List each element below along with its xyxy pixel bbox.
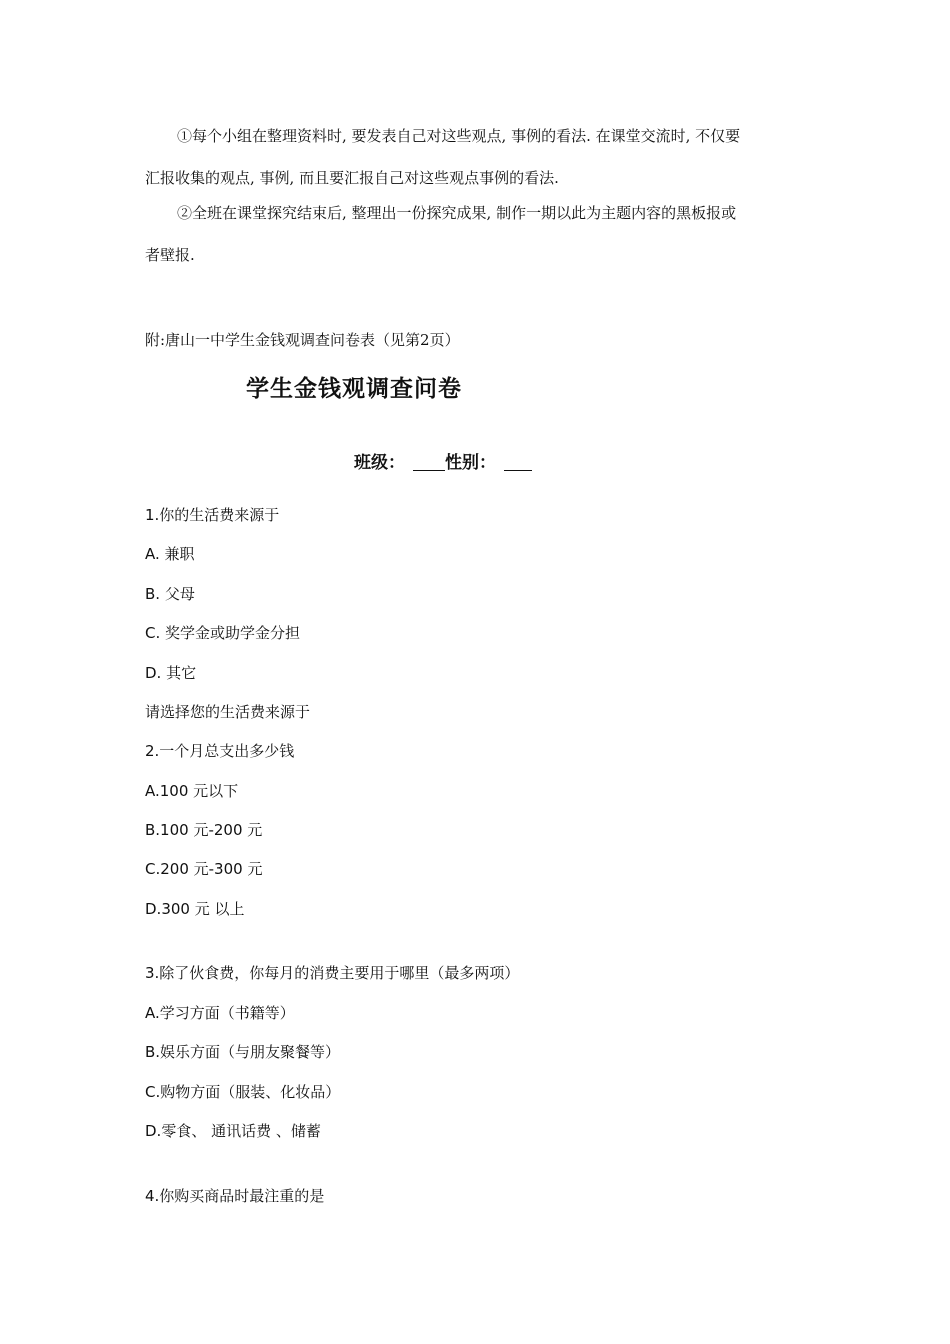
intro-paragraph-2-line-2: 者壁报. xyxy=(145,246,195,264)
question-2: 2.一个月总支出多少钱 xyxy=(145,742,295,760)
question-1-option-a: A. 兼职 xyxy=(145,545,195,563)
appendix-note: 附:唐山一中学生金钱观调查问卷表（见第2页） xyxy=(145,331,460,349)
question-2-option-b: B.100 元-200 元 xyxy=(145,821,263,839)
question-1: 1.你的生活费来源于 xyxy=(145,506,280,524)
intro-paragraph-1-line-1: ①每个小组在整理资料时, 要发表自己对这些观点, 事例的看法. 在课堂交流时, 不仅要 xyxy=(177,127,741,145)
intro-paragraph-1-line-2: 汇报收集的观点, 事例, 而且要汇报自己对这些观点事例的看法. xyxy=(145,169,559,187)
survey-title: 学生金钱观调查问卷 xyxy=(246,376,462,402)
question-3: 3.除了伙食费，你每月的消费主要用于哪里（最多两项） xyxy=(145,964,520,982)
gender-label: 性别： xyxy=(445,453,496,473)
question-3-option-d: D.零食、 通讯话费 、储蓄 xyxy=(145,1122,321,1140)
question-3-option-b: B.娱乐方面（与朋友聚餐等） xyxy=(145,1043,341,1061)
class-gender-line xyxy=(354,454,532,472)
class-blank xyxy=(413,454,445,471)
question-1-option-d: D. 其它 xyxy=(145,664,197,682)
question-4: 4.你购买商品时最注重的是 xyxy=(145,1187,325,1205)
intro-paragraph-2-line-1: ②全班在课堂探究结束后, 整理出一份探究成果, 制作一期以此为主题内容的黑板报或 xyxy=(177,204,737,222)
question-3-option-c: C.购物方面（服装、化妆品） xyxy=(145,1083,341,1101)
question-1-option-b: B. 父母 xyxy=(145,585,195,603)
class-label: 班级： xyxy=(354,453,405,473)
question-1-note: 请选择您的生活费来源于 xyxy=(145,703,311,721)
question-1-option-c: C. 奖学金或助学金分担 xyxy=(145,624,301,642)
question-2-option-a: A.100 元以下 xyxy=(145,782,239,800)
question-2-option-d: D.300 元 以上 xyxy=(145,900,245,918)
question-3-option-a: A.学习方面（书籍等） xyxy=(145,1004,295,1022)
question-2-option-c: C.200 元-300 元 xyxy=(145,860,263,878)
gender-blank xyxy=(504,454,532,471)
